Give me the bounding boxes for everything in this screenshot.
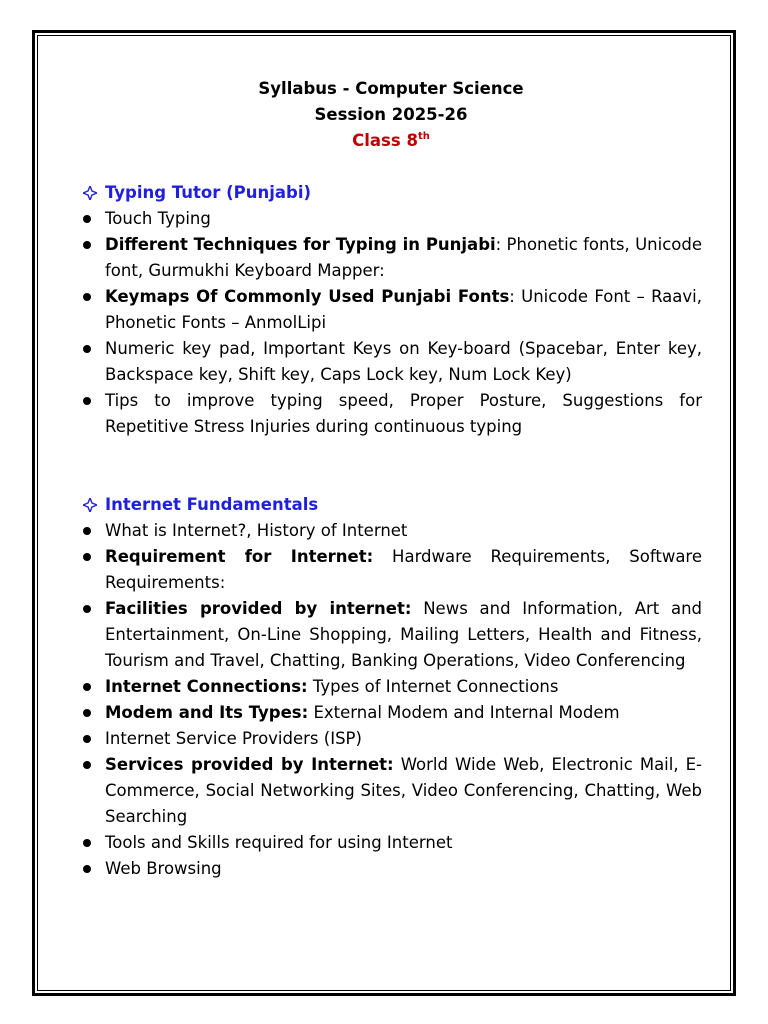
item-text: Tools and Skills required for using Internet: [105, 833, 453, 852]
bullet-icon: [83, 605, 91, 613]
list-item: [80, 596, 702, 674]
session-label: Session 2025-26: [314, 105, 468, 124]
item-separator: [373, 547, 392, 566]
bullet-icon: [83, 241, 91, 249]
title-block: [80, 76, 702, 154]
list-item: [80, 518, 702, 544]
section-heading-text: Typing Tutor (Punjabi): [105, 183, 312, 202]
list-item: [80, 830, 702, 856]
item-text: News and Information, Art and Entertainment, On-Line Shopping, Mailing Letters, Health and Fitness, Tourism and Travel, Chatting, Banking Operations, Video Conferencing: [105, 599, 703, 670]
bullet-icon: [83, 527, 91, 535]
item-lead: Keymaps Of Commonly Used Punjabi Fonts: [105, 287, 510, 306]
bullet-icon: [83, 553, 91, 561]
document-title: Syllabus - Computer Science: [258, 79, 524, 98]
item-text: Tips to improve typing speed, Proper Posture, Suggestions for Repetitive Stress Injuries during continuous typing: [105, 391, 702, 436]
list-item: [80, 856, 702, 882]
diamond-icon: [83, 498, 97, 512]
bullet-icon: [83, 735, 91, 743]
item-text: World Wide Web, Electronic Mail, E-Commerce, Social Networking Sites, Video Conferencing, Chatting, Web Searching: [105, 755, 703, 826]
diamond-icon: [83, 186, 97, 200]
class-label-superscript: th: [417, 131, 430, 142]
bullet-icon: [83, 293, 91, 301]
item-lead: Different Techniques for Typing in Punjabi: [105, 235, 496, 254]
class-label-text: Class 8: [352, 131, 418, 150]
item-text: Unicode Font – Raavi, Phonetic Fonts – AnmolLipi: [105, 287, 702, 332]
list-item: [80, 388, 702, 440]
list-item: [80, 674, 702, 700]
item-lead: Services provided by Internet:: [105, 755, 394, 774]
section-heading: [80, 180, 702, 206]
bullet-icon: [83, 839, 91, 847]
bullet-icon: [83, 345, 91, 353]
item-separator: [394, 755, 401, 774]
class-label: [80, 128, 702, 154]
bullet-icon: [83, 397, 91, 405]
item-text: Types of Internet Connections: [312, 677, 559, 696]
item-text: External Modem and Internal Modem: [313, 703, 620, 722]
list-item: [80, 284, 702, 336]
item-text: Phonetic fonts, Unicode font, Gurmukhi Keyboard Mapper:: [105, 235, 702, 280]
item-text: Hardware Requirements, Software Requirements:: [105, 547, 702, 592]
item-lead: Modem and Its Types:: [105, 703, 309, 722]
item-lead: Requirement for Internet:: [105, 547, 374, 566]
item-lead: Facilities provided by internet:: [105, 599, 412, 618]
list-item: [80, 752, 702, 830]
list-item: [80, 726, 702, 752]
item-text: Web Browsing: [105, 859, 222, 878]
item-text: Internet Service Providers (ISP): [105, 729, 362, 748]
item-text: What is Internet?, History of Internet: [105, 521, 408, 540]
bullet-icon: [83, 761, 91, 769]
bullet-icon: [83, 683, 91, 691]
bullet-icon: [83, 865, 91, 873]
item-separator: :: [495, 235, 507, 254]
document-body: [80, 76, 703, 878]
bullet-icon: [83, 215, 91, 223]
list-item: [80, 700, 702, 726]
list-item: [80, 544, 702, 596]
section-heading-text: Internet Fundamentals: [105, 495, 319, 514]
section-heading: [80, 492, 702, 518]
list-item: [80, 206, 702, 232]
item-separator: [411, 599, 423, 618]
bullet-icon: [83, 709, 91, 717]
item-text: Numeric key pad, Important Keys on Key-board (Spacebar, Enter key, Backspace key, Shift key, Caps Lock key, Num Lock Key): [105, 339, 702, 384]
section-typing-tutor: [80, 180, 702, 440]
item-text: Touch Typing: [105, 209, 211, 228]
list-item: [80, 336, 702, 388]
item-separator: :: [509, 287, 522, 306]
item-lead: Internet Connections:: [105, 677, 308, 696]
list-item: [80, 232, 702, 284]
section-internet-fundamentals: [80, 492, 702, 882]
section-item-list: [80, 206, 702, 440]
section-item-list: [80, 518, 702, 882]
